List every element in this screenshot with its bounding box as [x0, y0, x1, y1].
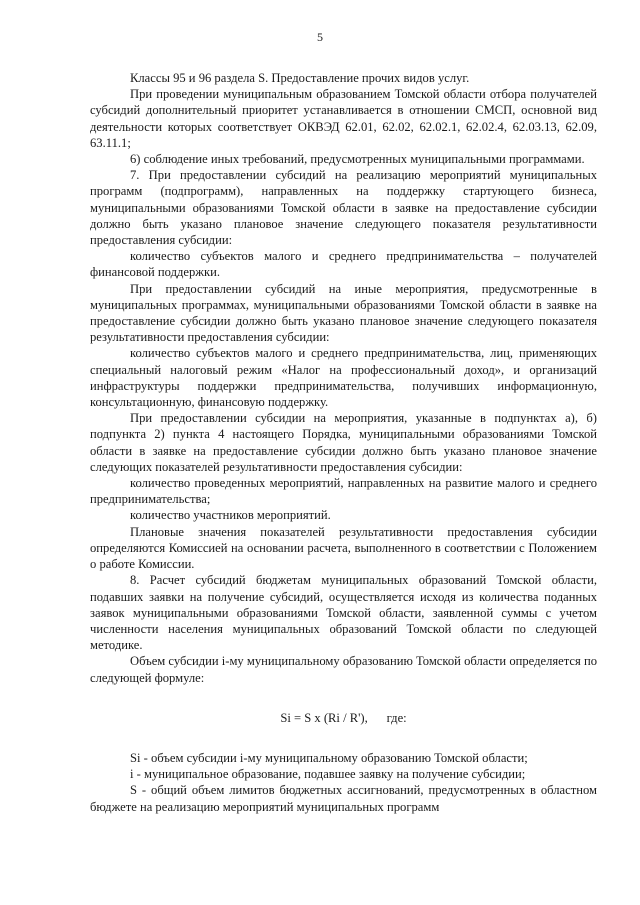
paragraph: При предоставлении субсидии на мероприятия, указанные в подпунктах а), б) подпункта 2) пункта 4 настоящего Порядка, муниципальными образованиями Томской области в заявке на предоставление субсидии должно быть указано плановое значение следующих показателей результативности предоставления субсидии: — [90, 411, 597, 474]
definition: i - муниципальное образование, подавшее заявку на получение субсидии; — [130, 767, 526, 782]
document-body — [90, 70, 597, 815]
page-number: 5 — [317, 30, 323, 44]
paragraph: 6) соблюдение иных требований, предусмотренных муниципальными программами. — [130, 152, 585, 167]
paragraph: Плановые значения показателей результативности предоставления субсидии определяются Комиссией на основании расчета, выполненного в соответствии с Положением о работе Комиссии. — [90, 524, 597, 572]
paragraph: При проведении муниципальным образованием Томской области отбора получателей субсидий дополнительный приоритет устанавливается в отношении СМСП, основной вид деятельности которых соответствует ОКВЭД 62.01, 62.02, 62.02.1, 62.02.4, 62.03.13, 62.09, 63.11.1; — [90, 87, 597, 150]
paragraph: 7. При предоставлении субсидий на реализацию мероприятий муниципальных программ (подпрограмм), направленных на поддержку стартующего бизнеса, муниципальными образованиями Томской области в заявке на предоставление субсидии должно быть указано плановое значение следующего показателя результативности предоставления субсидии: — [90, 168, 597, 248]
paragraph: количество участников мероприятий. — [130, 508, 331, 523]
paragraph: Классы 95 и 96 раздела S. Предоставление прочих видов услуг. — [130, 71, 470, 85]
formula: Si = S x (Ri / R'), где: — [280, 710, 407, 725]
definition: Si - объем субсидии i-му муниципальному образованию Томской области; — [130, 750, 528, 765]
paragraph: количество субъектов малого и среднего предпринимательства, лиц, применяющих специальный налоговый режим «Налог на профессиональный доход», и организаций инфраструктуры поддержки предпринимательства, получивших информационную, консультационную, финансовую поддержку. — [90, 346, 597, 410]
definition: S - общий объем лимитов бюджетных ассигнований, предусмотренных в областном бюджете на реализацию мероприятий муниципальных программ — [90, 783, 597, 814]
paragraph: Объем субсидии i-му муниципальному образованию Томской области определяется по следующей формуле: — [90, 654, 597, 685]
paragraph: 8. Расчет субсидий бюджетам муниципальных образований Томской области, подавших заявки на получение субсидий, осуществляется исходя из количества поданных заявок муниципальными образованиями Томской области, заявленной суммы с учетом численности населения муниципальных образований Томской области по следующей методике. — [90, 573, 597, 653]
paragraph: количество проведенных мероприятий, направленных на развитие малого и среднего предпринимательства; — [90, 476, 597, 507]
paragraph: количество субъектов малого и среднего предпринимательства – получателей финансовой поддержки. — [90, 249, 597, 280]
paragraph: При предоставлении субсидий на иные мероприятия, предусмотренные в муниципальных программах, муниципальными образованиями Томской области в заявке на предоставление субсидии должно быть указано плановое значение следующего показателя результативности предоставления субсидии: — [90, 281, 597, 345]
